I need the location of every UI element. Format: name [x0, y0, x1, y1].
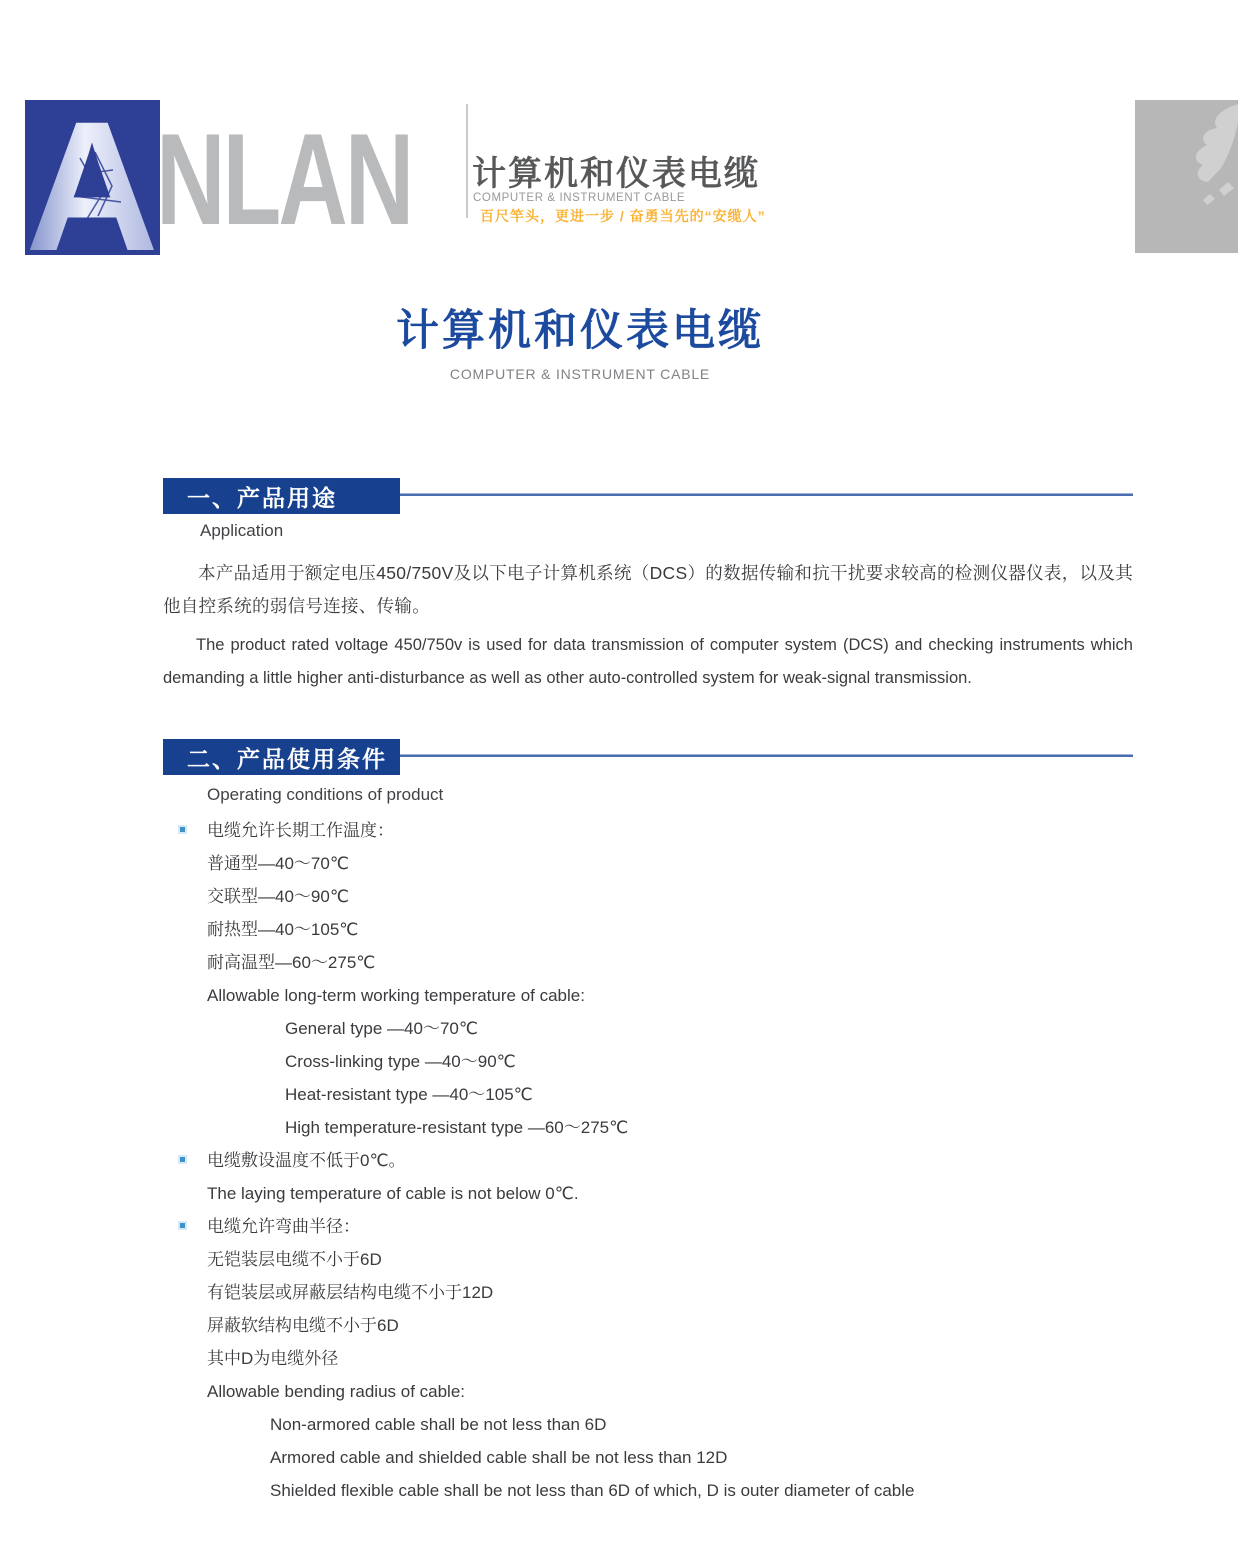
list-item-text: General type —40～70℃	[285, 1019, 478, 1038]
section-heading-conditions	[163, 739, 400, 775]
list-item-text: Armored cable and shielded cable shall be not less than 12D	[270, 1448, 728, 1467]
list-item	[163, 1309, 1135, 1342]
list-item-text: 电缆允许弯曲半径：	[207, 1217, 360, 1236]
list-item	[163, 946, 1135, 979]
list-item-text: Allowable bending radius of cable:	[207, 1382, 466, 1401]
list-item	[163, 1441, 1135, 1474]
list-item-text: Heat-resistant type —40～105℃	[285, 1085, 533, 1104]
list-item-text: 耐热型—40～105℃	[207, 920, 359, 939]
list-item	[163, 1012, 1135, 1045]
list-item	[163, 1177, 1135, 1210]
section-subheading-conditions: Operating conditions of product	[207, 785, 444, 804]
list-item	[163, 847, 1135, 880]
list-item	[163, 1111, 1135, 1144]
list-item-text: 交联型—40～90℃	[207, 887, 349, 906]
section-heading-conditions-label: 二、产品使用条件	[187, 745, 387, 772]
leaf-graphic-icon	[1135, 100, 1238, 253]
doc-title-en: COMPUTER & INSTRUMENT CABLE	[449, 366, 711, 382]
application-paragraph-cn: 本产品适用于额定电压450/750V及以下电子计算机系统（DCS）的数据传输和抗干扰要求较高的检测仪器仪表，以及其他自控系统的弱信号连接、传输。	[163, 563, 1133, 616]
anlan-logo-text: NLAN	[156, 106, 412, 252]
list-item-text: 电缆允许长期工作温度：	[207, 821, 394, 840]
list-item-text: 有铠装层或屏蔽层结构电缆不小于12D	[207, 1283, 494, 1302]
list-item-text: Shielded flexible cable shall be not less than 6D of which, D is outer diameter of cable	[270, 1481, 915, 1500]
list-item-text: Cross-linking type —40～90℃	[285, 1052, 516, 1071]
list-item	[163, 1045, 1135, 1078]
bullet-square-icon	[178, 825, 187, 834]
section-rule	[400, 755, 1133, 757]
header-divider	[466, 104, 468, 218]
header-slogan: 百尺竿头，更进一步 / 奋勇当先的“安缆人”	[480, 208, 766, 224]
list-item-text: 无铠装层电缆不小于6D	[207, 1250, 382, 1269]
doc-title-cn: 计算机和仪表电缆	[396, 307, 764, 355]
list-item	[163, 979, 1135, 1012]
list-item	[163, 880, 1135, 913]
list-item-text: High temperature-resistant type —60～275℃	[285, 1118, 629, 1137]
svg-text:A: A	[25, 100, 159, 255]
list-item	[163, 1210, 1135, 1243]
header-title-en: COMPUTER & INSTRUMENT CABLE	[473, 192, 686, 204]
list-item	[163, 1408, 1135, 1441]
list-item	[163, 1144, 1135, 1177]
list-item-text: Allowable long-term working temperature of cable:	[207, 986, 585, 1005]
list-item	[163, 1243, 1135, 1276]
section-heading-application	[163, 478, 400, 514]
list-item-text: Non-armored cable shall be not less than 6D	[270, 1415, 607, 1434]
list-item	[163, 814, 1135, 847]
application-paragraph-en: The product rated voltage 450/750v is used for data transmission of computer system (DCS) and checking instruments which demanding a little higher anti-disturbance as well as other auto-controlled system for weak-signal transmission.	[163, 636, 1133, 687]
list-item	[163, 1375, 1135, 1408]
conditions-list	[163, 814, 1135, 1507]
list-item-text: 耐高温型—60～275℃	[207, 953, 376, 972]
section-rule	[400, 494, 1133, 496]
list-item	[163, 1078, 1135, 1111]
list-item	[163, 1342, 1135, 1375]
bullet-square-icon	[178, 1221, 187, 1230]
list-item-text: The laying temperature of cable is not below 0℃.	[207, 1184, 579, 1203]
list-item-text: 电缆敷设温度不低于0℃。	[207, 1151, 406, 1170]
anlan-logo-a-icon	[25, 100, 160, 255]
list-item	[163, 1276, 1135, 1309]
list-item	[163, 1474, 1135, 1507]
bullet-square-icon	[178, 1155, 187, 1164]
list-item-text: 屏蔽软结构电缆不小于6D	[207, 1316, 399, 1335]
list-item	[163, 913, 1135, 946]
doc-title-block	[25, 297, 1135, 382]
section-subheading-application: Application	[200, 521, 284, 540]
header-title-cn: 计算机和仪表电缆	[472, 155, 760, 193]
list-item-text: 普通型—40～70℃	[207, 854, 349, 873]
section-heading-application-label: 一、产品用途	[187, 484, 337, 511]
list-item-text: 其中D为电缆外径	[207, 1349, 339, 1368]
